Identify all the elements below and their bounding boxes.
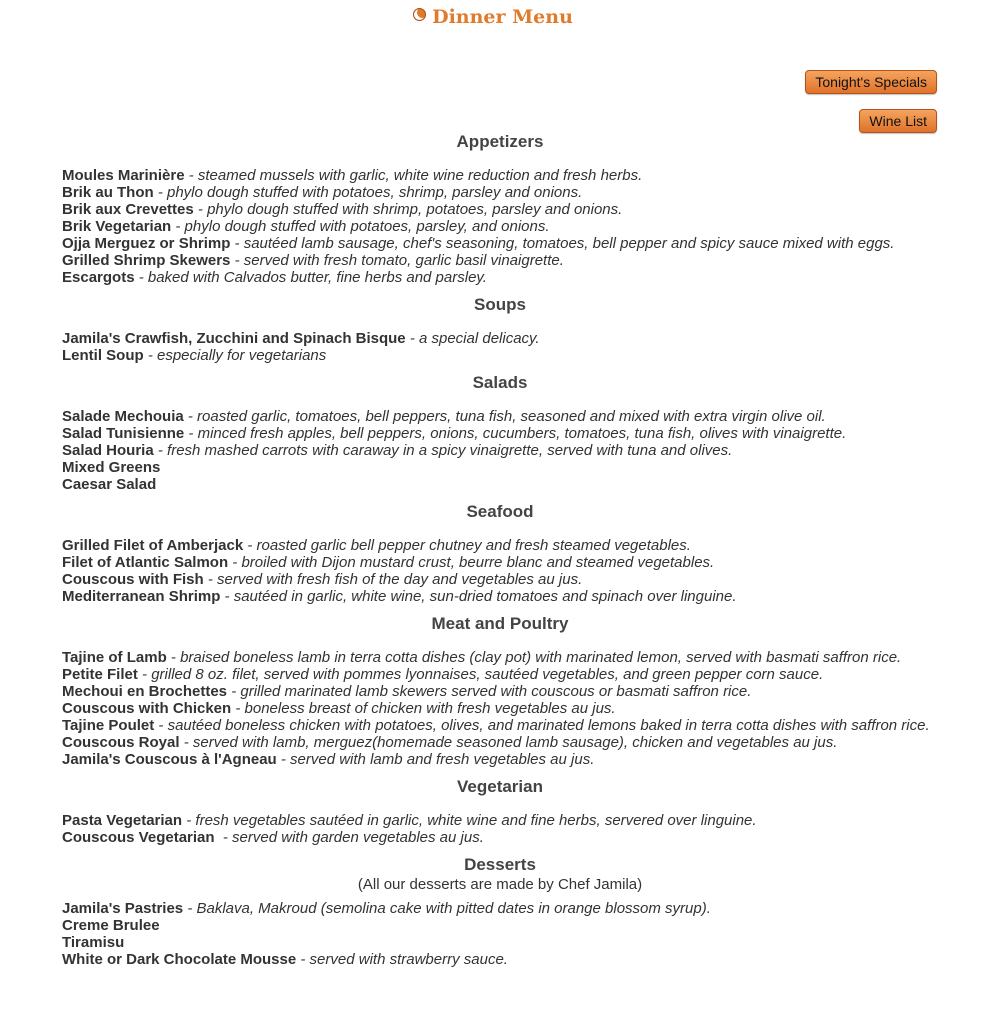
menu-item-name: Salad Tunisienne [62,425,185,442]
menu-item [62,588,938,605]
section-note: (All our desserts are made by Chef Jamila) [357,876,643,893]
menu-item [62,184,938,201]
menu-item-description: - sautéed lamb sausage, chef's seasoning, tomatoes, bell pepper and spicy sauce mixed with eggs. [230,235,895,252]
menu-item-name: Grilled Filet of Amberjack [62,537,244,554]
section-title: Vegetarian [457,777,543,796]
menu-section-soups [62,294,938,364]
menu-item-name: Salade Mechouia [62,408,184,425]
menu-section-seafood [62,501,938,605]
menu-item-name: Salad Houria [62,442,154,459]
menu-item-list [62,900,938,968]
section-title: Appetizers [456,132,544,151]
menu-item [62,666,938,683]
menu-item-list [62,812,938,846]
menu-item-description: - steamed mussels with garlic, white wine reduction and fresh herbs. [184,167,643,184]
menu-item-name: Couscous Vegetarian [62,829,215,846]
menu-item [62,330,938,347]
menu-item-list [62,408,938,493]
menu-item-description: - roasted garlic bell pepper chutney and fresh steamed vegetables. [243,537,691,554]
menu-item-description: - minced fresh apples, bell peppers, onions, cucumbers, tomatoes, tuna fish, olives with vinaigrette. [184,425,847,442]
menu-content [62,131,938,976]
menu-item [62,649,938,666]
menu-item [62,459,938,476]
menu-item-description: - broiled with Dijon mustard crust, beurre blanc and steamed vegetables. [228,554,715,571]
menu-item-description: - served with lamb, merguez(homemade seasoned lamb sausage), chicken and vegetables au jus. [179,734,838,751]
menu-item-name: Ojja Merguez or Shrimp [62,235,231,252]
menu-item-description: - served with fresh fish of the day and vegetables au jus. [203,571,583,588]
menu-item-description: - served with strawberry sauce. [296,951,508,968]
menu-item-name: Jamila's Pastries [62,900,184,917]
menu-item-name: Grilled Shrimp Skewers [62,252,231,269]
menu-item-name: Tiramisu [62,934,125,951]
menu-section-salads [62,372,938,493]
menu-item [62,951,938,968]
menu-item [62,442,938,459]
menu-item [62,934,938,951]
menu-item-list [62,167,938,286]
menu-item [62,537,938,554]
menu-item-name: Jamila's Crawfish, Zucchini and Spinach Bisque [62,330,406,347]
menu-item [62,734,938,751]
menu-item-description: - boneless breast of chicken with fresh vegetables au jus. [231,700,616,717]
menu-item-name: Pasta Vegetarian [62,812,183,829]
menu-item [62,235,938,252]
menu-item [62,347,938,364]
menu-item-name: Couscous with Fish [62,571,204,588]
menu-section-desserts [62,854,938,968]
menu-item-name: Moules Marinière [62,167,185,184]
menu-item-name: Petite Filet [62,666,138,683]
menu-item [62,700,938,717]
section-title: Salads [472,373,528,392]
menu-item-description: - served with lamb and fresh vegetables au jus. [276,751,595,768]
menu-item-list [62,537,938,605]
menu-item-name: Mechoui en Brochettes [62,683,228,700]
section-title: Desserts [464,855,536,874]
menu-section-appetizers [62,131,938,286]
menu-item-name: Tajine of Lamb [62,649,167,666]
menu-item-description: - Baklava, Makroud (semolina cake with pitted dates in orange blossom syrup). [183,900,711,917]
menu-item-name: Tajine Poulet [62,717,155,734]
menu-item-description: - phylo dough stuffed with potatoes, parsley, and onions. [171,218,550,235]
menu-item-name: Couscous with Chicken [62,700,232,717]
section-title: Seafood [466,502,534,521]
menu-item-name: Brik au Thon [62,184,154,201]
menu-item [62,571,938,588]
section-title: Meat and Poultry [431,614,569,633]
orange-swirl-icon [413,8,426,21]
menu-item-description: - fresh mashed carrots with caraway in a spicy vinaigrette, served with tuna and olives. [153,442,733,459]
menu-item-description: - braised boneless lamb in terra cotta dishes (clay pot) with marinated lemon, served with basmati saffron rice. [166,649,902,666]
menu-item-description: - served with garden vegetables au jus. [214,829,484,846]
menu-item [62,751,938,768]
menu-item-name: Filet of Atlantic Salmon [62,554,229,571]
menu-section-vegetarian [62,776,938,846]
menu-item-description: - phylo dough stuffed with potatoes, shrimp, parsley and onions. [153,184,583,201]
page-title [0,4,986,30]
menu-item [62,476,938,493]
menu-item [62,167,938,184]
menu-item-name: Creme Brulee [62,917,160,934]
menu-item-description: - grilled 8 oz. filet, served with pommes lyonnaises, sautéed vegetables, and green pepper corn sauce. [137,666,824,683]
menu-section-meat-and-poultry [62,613,938,768]
menu-item-name: Caesar Salad [62,476,157,493]
menu-item-description: - fresh vegetables sautéed in garlic, white wine and fine herbs, servered over linguine. [182,812,757,829]
menu-item [62,201,938,218]
tonights-specials-button[interactable]: Tonight's Specials [805,70,937,94]
menu-item-name: Mixed Greens [62,459,161,476]
menu-item-description: - especially for vegetarians [143,347,327,364]
menu-item [62,829,938,846]
menu-item-description: - sautéed boneless chicken with potatoes, olives, and marinated lemons baked in terra cotta dishes with saffron rice. [154,717,930,734]
wine-list-button[interactable]: Wine List [859,109,937,133]
menu-item-list [62,330,938,364]
menu-item [62,218,938,235]
menu-item-description: - grilled marinated lamb skewers served with couscous or basmati saffron rice. [227,683,752,700]
menu-item [62,917,938,934]
menu-item-name: Mediterranean Shrimp [62,588,221,605]
menu-item [62,408,938,425]
menu-item [62,269,938,286]
menu-item-list [62,649,938,768]
menu-item [62,900,938,917]
menu-item [62,683,938,700]
menu-item [62,554,938,571]
page-title-text: Dinner Menu [432,6,573,28]
menu-item-description: - sautéed in garlic, white wine, sun-dried tomatoes and spinach over linguine. [220,588,737,605]
menu-item-name: Lentil Soup [62,347,144,364]
menu-item-description: - roasted garlic, tomatoes, bell peppers, tuna fish, seasoned and mixed with extra virgin olive oil. [183,408,826,425]
menu-item-description: - phylo dough stuffed with shrimp, potatoes, parsley and onions. [193,201,623,218]
menu-item-name: Brik Vegetarian [62,218,172,235]
menu-item [62,717,938,734]
menu-item [62,812,938,829]
menu-item [62,425,938,442]
menu-item-name: Escargots [62,269,135,286]
menu-item-description: - baked with Calvados butter, fine herbs and parsley. [134,269,487,286]
menu-item-name: Brik aux Crevettes [62,201,194,218]
menu-item-description: - served with fresh tomato, garlic basil vinaigrette. [230,252,564,269]
menu-item-name: Couscous Royal [62,734,180,751]
menu-item-name: White or Dark Chocolate Mousse [62,951,297,968]
menu-item-description: - a special delicacy. [405,330,540,347]
section-title: Soups [474,295,526,314]
menu-item [62,252,938,269]
menu-item-name: Jamila's Couscous à l'Agneau [62,751,277,768]
